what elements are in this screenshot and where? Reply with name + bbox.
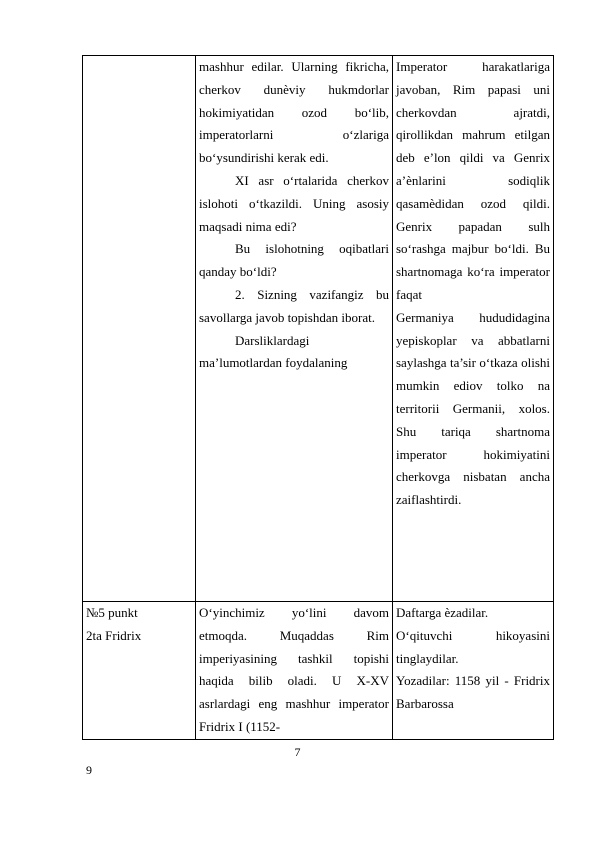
cell-paragraph: O‘yinchimiz yo‘lini davom etmoqda. Muqaddas Rim imperiyasining tashkil topishi haqida bilib oladi. U X-XV asrlardagi eng mashhur imperator Fridrix I (1152-: [199, 605, 389, 734]
cell-paragraph: mashhur edilar. Ularning fikricha, cherkov dunѐviy hukmdorlar hokimiyatidan ozod bo‘lib, imperatorlarni o‘zlariga bo‘ysundirishi kerak edi.: [199, 59, 389, 166]
cell-paragraph: Daftarga ѐzadilar.: [396, 605, 489, 620]
cell-paragraph: Germaniya hududidagina yepiskoplar va abbatlarni saylashga ta’sir o‘tkaza olishi mumkin ediov tolko na territorii Germanii, xolos. Shu tariqa shartnoma imperator hokimiyatini cherkovga nisbatan ancha zaiflashtirdi.: [396, 309, 550, 508]
cell-paragraph: 2ta Fridrix: [86, 627, 142, 643]
side-number: 9: [86, 763, 92, 777]
table-cell-teacher: [196, 56, 393, 602]
cell-paragraph: Bu islohotning oqibatlari qanday bo‘ldi?: [199, 241, 389, 280]
table-row: [83, 56, 554, 602]
cell-paragraph: Imperator harakatlariga javoban, Rim papasi uni cherkovdan ajratdi, qirollikdan mahrum etilgan deb e’lon qildi va Genrix a’ѐnlarini sodiqlik qasamѐdidan ozod qildi. Genrix papadan sulh so‘rashga majbur bo‘ldi. Bu shartnomaga ko‘ra imperator faqat: [396, 59, 550, 302]
lesson-table: [82, 55, 554, 740]
cell-paragraph: Yozadilar: 1158 yil - Fridrix Barbarossa: [396, 673, 550, 712]
table-cell-stage: [83, 602, 196, 740]
cell-paragraph: 2. Sizning vazifangiz bu savollarga javob topishdan iborat.: [199, 286, 389, 325]
table-cell-student: [393, 602, 554, 740]
cell-paragraph: №5 punkt: [86, 605, 138, 620]
cell-paragraph: Darsliklardagi ma’lumotlardan foydalaning: [199, 332, 348, 371]
cell-paragraph: XI asr o‘rtalarida cherkov islohoti o‘tkazildi. Uning asosiy maqsadi nima edi?: [199, 172, 389, 234]
table-cell-teacher: [196, 602, 393, 740]
page-number: 7: [294, 745, 301, 759]
table-row: [83, 602, 554, 740]
table-cell-stage: [83, 56, 196, 602]
table-cell-student: [393, 56, 554, 602]
cell-paragraph: O‘qituvchi hikoyasini tinglaydilar.: [396, 627, 550, 666]
